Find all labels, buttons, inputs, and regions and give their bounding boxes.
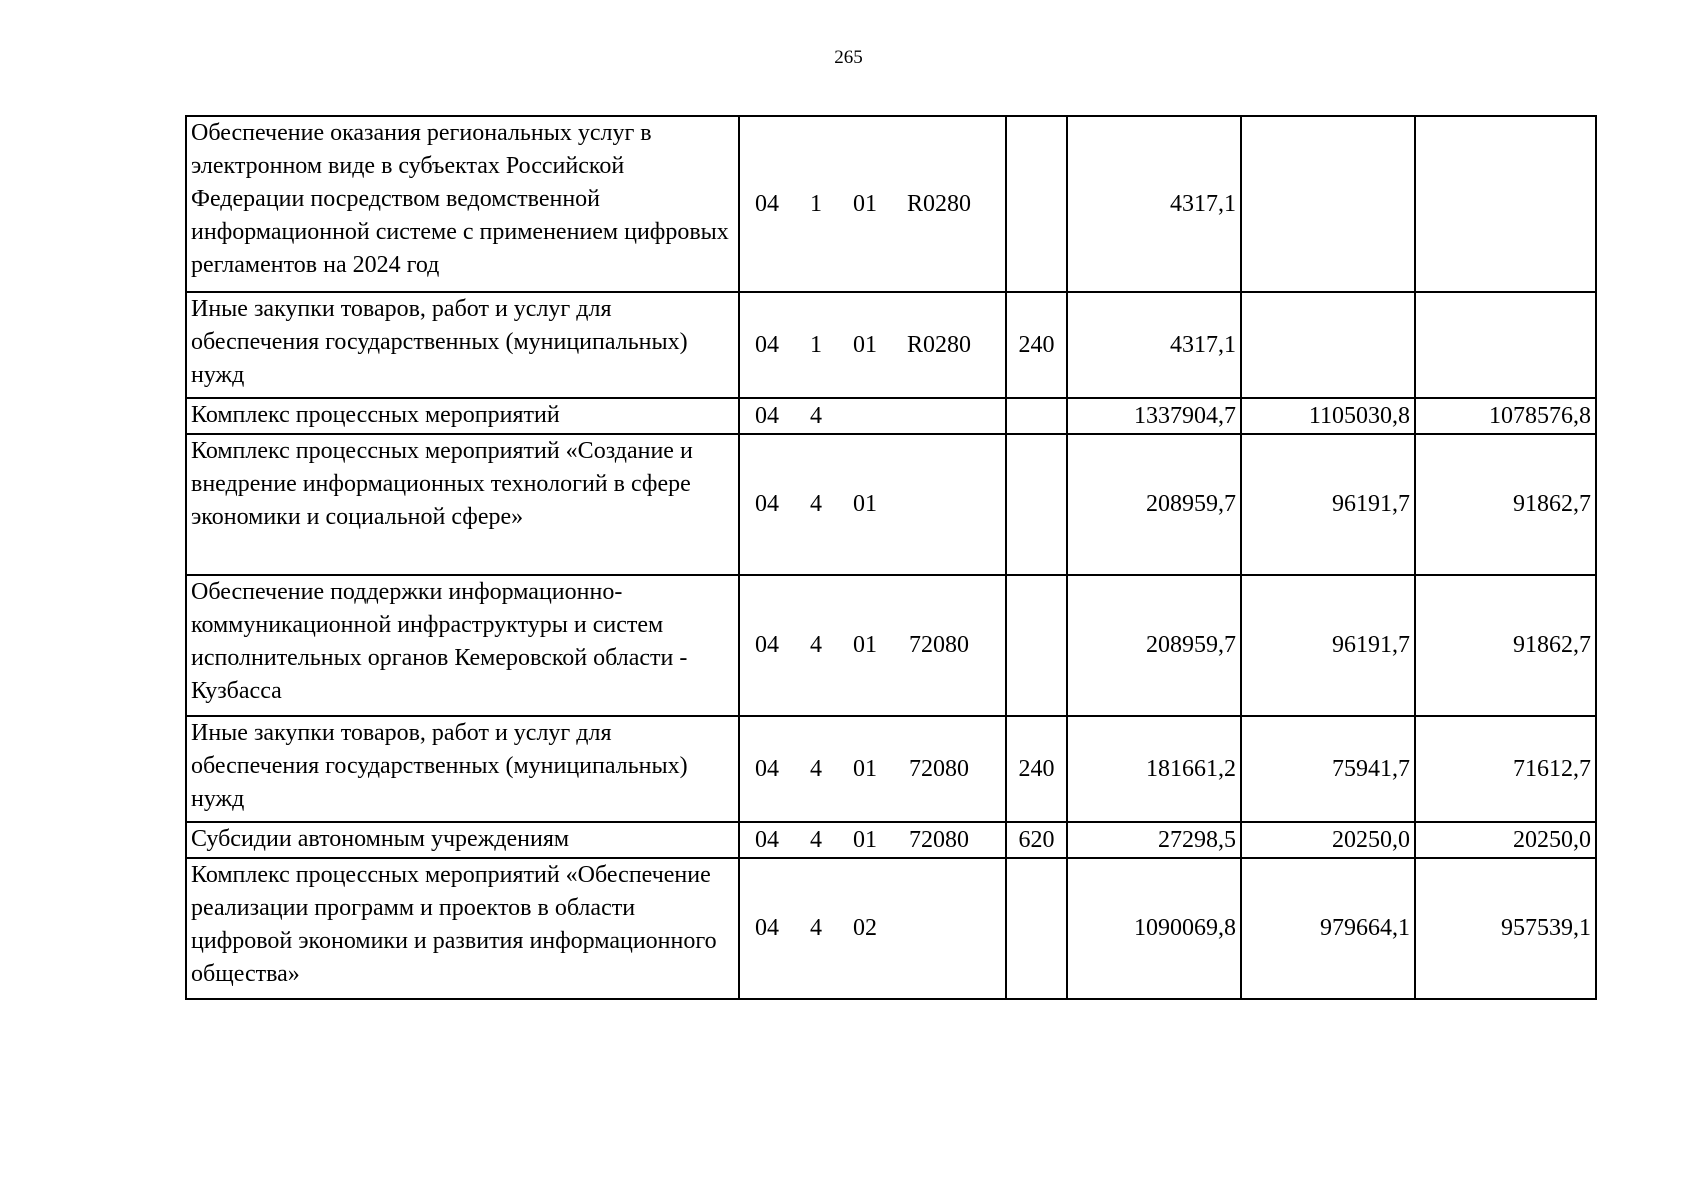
target-code-cell bbox=[739, 858, 1006, 999]
amount-2024: 4317,1 bbox=[1067, 292, 1241, 398]
group-code: 01 bbox=[853, 331, 877, 358]
budget-table bbox=[185, 115, 1597, 1000]
row-name: Иные закупки товаров, работ и услуг для обеспечения государственных (муниципальных) нужд bbox=[186, 292, 739, 398]
section-code: 04 bbox=[755, 491, 779, 517]
expense-type-code: 240 bbox=[1006, 292, 1067, 398]
expense-type-code bbox=[1006, 398, 1067, 434]
amount-2026 bbox=[1415, 116, 1596, 292]
amount-2025: 1105030,8 bbox=[1241, 398, 1415, 434]
amount-2025: 20250,0 bbox=[1241, 822, 1415, 858]
subprogram-code: 1 bbox=[810, 331, 822, 358]
row-name: Комплекс процессных мероприятий «Создание и внедрение информационных технологий в сфере экономики и социальной сфере» bbox=[186, 434, 739, 575]
table-row bbox=[186, 822, 1596, 858]
subprogram-code: 4 bbox=[810, 491, 822, 517]
group-code: 01 bbox=[853, 190, 877, 217]
subprogram-code: 1 bbox=[810, 190, 822, 217]
amount-2024: 1337904,7 bbox=[1067, 398, 1241, 434]
section-code: 04 bbox=[755, 190, 779, 217]
amount-2024: 208959,7 bbox=[1067, 434, 1241, 575]
table-row bbox=[186, 292, 1596, 398]
amount-2025: 96191,7 bbox=[1241, 434, 1415, 575]
amount-2025: 75941,7 bbox=[1241, 716, 1415, 822]
section-code: 04 bbox=[755, 915, 779, 941]
article-code: 72080 bbox=[909, 632, 969, 658]
row-name: Иные закупки товаров, работ и услуг для обеспечения государственных (муниципальных) нужд bbox=[186, 716, 739, 822]
table-row bbox=[186, 716, 1596, 822]
amount-2026: 91862,7 bbox=[1415, 575, 1596, 716]
row-name: Комплекс процессных мероприятий «Обеспечение реализации программ и проектов в области цифровой экономики и развития информационного общества» bbox=[186, 858, 739, 999]
group-code: 01 bbox=[853, 826, 877, 853]
table-row bbox=[186, 575, 1596, 716]
expense-type-code: 240 bbox=[1006, 716, 1067, 822]
amount-2024: 1090069,8 bbox=[1067, 858, 1241, 999]
row-name: Комплекс процессных мероприятий bbox=[186, 398, 739, 434]
row-name: Обеспечение поддержки информационно-коммуникационной инфраструктуры и систем исполнительных органов Кемеровской области - Кузбасса bbox=[186, 575, 739, 716]
amount-2026: 957539,1 bbox=[1415, 858, 1596, 999]
subprogram-code: 4 bbox=[810, 915, 822, 941]
target-code-cell bbox=[739, 822, 1006, 858]
page-number: 265 bbox=[834, 47, 863, 68]
expense-type-code bbox=[1006, 575, 1067, 716]
group-code: 01 bbox=[853, 755, 877, 782]
expense-type-code: 620 bbox=[1006, 822, 1067, 858]
subprogram-code: 4 bbox=[810, 632, 822, 658]
row-name: Обеспечение оказания региональных услуг в электронном виде в субъектах Российской Федерации посредством ведомственной информационной системе с применением цифровых регламентов на 2024 год bbox=[186, 116, 739, 292]
amount-2025: 979664,1 bbox=[1241, 858, 1415, 999]
target-code-cell bbox=[739, 292, 1006, 398]
amount-2025: 96191,7 bbox=[1241, 575, 1415, 716]
amount-2026: 1078576,8 bbox=[1415, 398, 1596, 434]
expense-type-code bbox=[1006, 434, 1067, 575]
target-code-cell bbox=[739, 716, 1006, 822]
amount-2026: 71612,7 bbox=[1415, 716, 1596, 822]
target-code-cell bbox=[739, 398, 1006, 434]
group-code: 01 bbox=[853, 632, 877, 658]
section-code: 04 bbox=[755, 402, 779, 429]
target-code-cell bbox=[739, 575, 1006, 716]
subprogram-code: 4 bbox=[810, 402, 822, 429]
article-code: R0280 bbox=[906, 190, 971, 217]
target-code-cell bbox=[739, 434, 1006, 575]
article-code: 72080 bbox=[909, 826, 969, 853]
table-row bbox=[186, 434, 1596, 575]
amount-2024: 208959,7 bbox=[1067, 575, 1241, 716]
table-row bbox=[186, 858, 1596, 999]
section-code: 04 bbox=[755, 632, 779, 658]
row-name: Субсидии автономным учреждениям bbox=[186, 822, 739, 858]
amount-2025 bbox=[1241, 116, 1415, 292]
amount-2026 bbox=[1415, 292, 1596, 398]
section-code: 04 bbox=[755, 331, 779, 358]
section-code: 04 bbox=[755, 755, 779, 782]
amount-2024: 181661,2 bbox=[1067, 716, 1241, 822]
amount-2026: 20250,0 bbox=[1415, 822, 1596, 858]
amount-2026: 91862,7 bbox=[1415, 434, 1596, 575]
amount-2025 bbox=[1241, 292, 1415, 398]
group-code: 01 bbox=[853, 491, 877, 517]
table-row bbox=[186, 116, 1596, 292]
amount-2024: 4317,1 bbox=[1067, 116, 1241, 292]
expense-type-code bbox=[1006, 858, 1067, 999]
group-code: 02 bbox=[853, 915, 877, 941]
amount-2024: 27298,5 bbox=[1067, 822, 1241, 858]
subprogram-code: 4 bbox=[810, 826, 822, 853]
expense-type-code bbox=[1006, 116, 1067, 292]
article-code: R0280 bbox=[906, 331, 971, 358]
table-row bbox=[186, 398, 1596, 434]
article-code: 72080 bbox=[909, 755, 969, 782]
subprogram-code: 4 bbox=[810, 755, 822, 782]
section-code: 04 bbox=[755, 826, 779, 853]
target-code-cell bbox=[739, 116, 1006, 292]
